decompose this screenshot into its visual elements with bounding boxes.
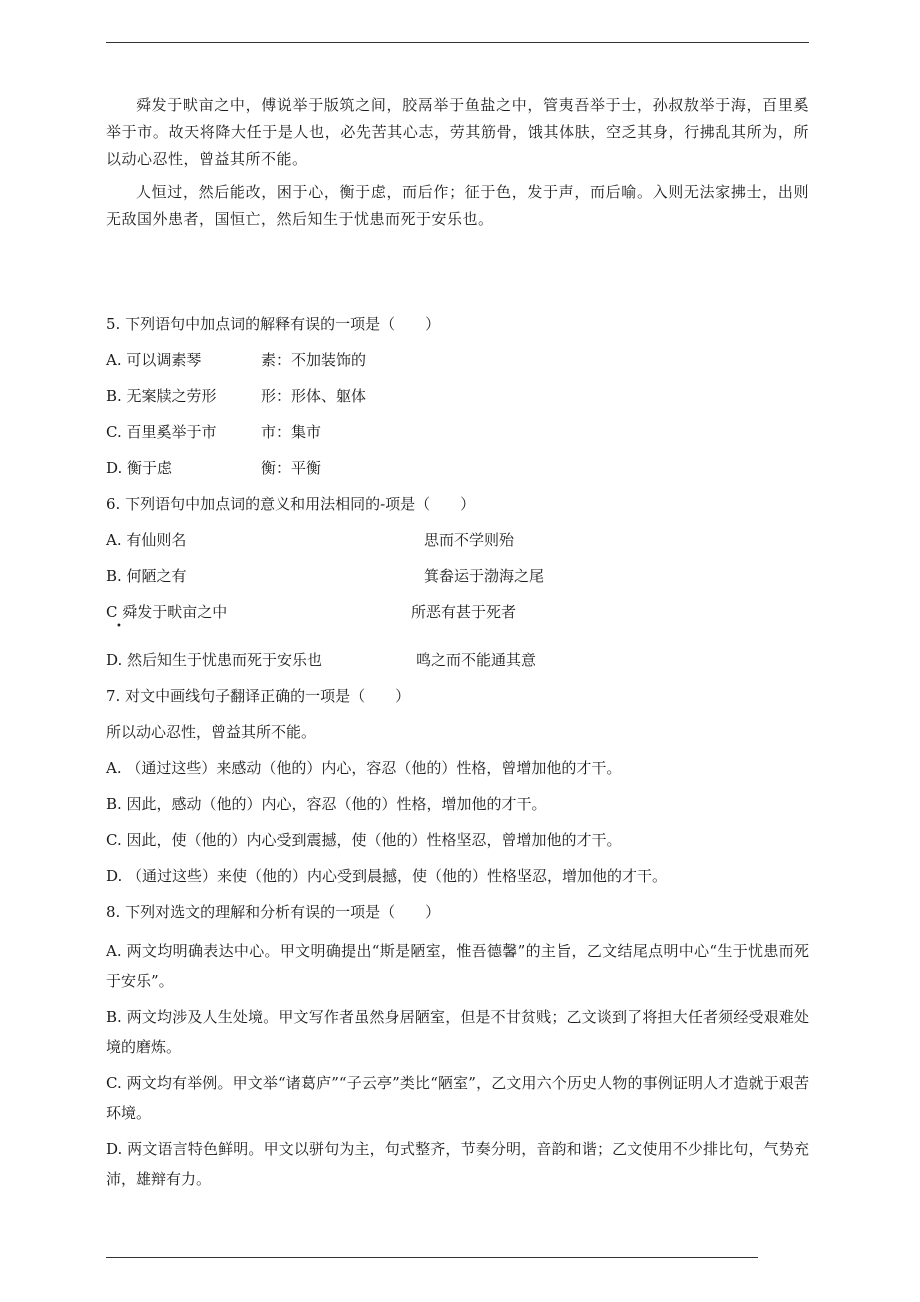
question-5-option-b	[106, 384, 809, 420]
question-6-option-c	[106, 600, 809, 648]
passage-paragraph-2: 人恒过，然后能改，困于心，衡于虑，而后作；征于色，发于声，而后喻。入则无法家拂士，出则无敌国外患者，国恒亡，然后知生于忧患而死于安乐也。	[106, 183, 809, 228]
option-compare: 箕畚运于渤海之尾	[424, 567, 545, 585]
footer-rule	[106, 1257, 758, 1258]
question-6-option-d	[106, 648, 809, 684]
emphasis-dot: •	[116, 621, 122, 632]
option-compare: 思而不学则殆	[424, 531, 515, 549]
option-text: C. 百里奚举于市	[106, 423, 217, 441]
question-7-option-d: D. （通过这些）来使（他的）内心受到晨撼，使（他的）性格坚忍，增加他的才干。	[106, 867, 668, 885]
question-8-option-a: A. 两文均明确表达中心。甲文明确提出“斯是陋室，惟吾德馨”的主旨，乙文结尾点明中心“生于忧患而死于安乐”。	[106, 942, 809, 990]
question-7-stem: 7. 对文中画线句子翻译正确的一项是（ ）	[106, 687, 411, 705]
question-7-option-b: B. 因此，感动（他的）内心，容忍（他的）性格，增加他的才干。	[106, 795, 547, 813]
option-text: D. 衡于虑	[106, 459, 173, 477]
question-5-stem: 5. 下列语句中加点词的解释有误的一项是（ ）	[106, 315, 441, 333]
question-6-option-b	[106, 564, 809, 600]
option-text: A. 有仙则名	[106, 531, 187, 549]
passage	[106, 92, 809, 233]
option-text: D. 然后知生于忧患而死于安乐也	[106, 651, 323, 669]
header-rule	[106, 42, 809, 43]
question-5-option-a	[106, 348, 809, 384]
question-6-option-a	[106, 528, 809, 564]
option-compare: 所恶有甚于死者	[411, 603, 517, 621]
option-text: C 舜发于畎亩之中	[106, 603, 228, 621]
option-gloss: 衡：平衡	[261, 459, 322, 477]
question-7-option-a: A. （通过这些）来感动（他的）内心，容忍（他的）性格，曾增加他的才干。	[106, 759, 622, 777]
option-text: A. 可以调素琴	[106, 351, 202, 369]
option-gloss: 市：集市	[261, 423, 322, 441]
question-7-sentence: 所以动心忍性，曾益其所不能。	[106, 723, 317, 741]
question-8-stem: 8. 下列对选文的理解和分析有误的一项是（ ）	[106, 903, 441, 921]
option-compare: 鸣之而不能通其意	[416, 651, 537, 669]
question-5-option-d	[106, 456, 809, 492]
question-8-option-d: D. 两文语言特色鲜明。甲文以骈句为主，句式整齐，节奏分明，音韵和谐；乙文使用不少排比句，气势充沛，雄辩有力。	[106, 1140, 809, 1188]
question-5-option-c	[106, 420, 809, 456]
question-list	[106, 312, 809, 1200]
question-7-option-c: C. 因此，使（他的）内心受到震撼，使（他的）性格坚忍，曾增加他的才干。	[106, 831, 622, 849]
option-gloss: 形：形体、躯体	[261, 387, 367, 405]
option-text: B. 无案牍之劳形	[106, 387, 217, 405]
passage-paragraph-1: 舜发于畎亩之中，傅说举于版筑之间，胶鬲举于鱼盐之中，管夷吾举于士，孙叔敖举于海，百里奚举于市。故天将降大任于是人也，必先苦其心志，劳其筋骨，饿其体肤，空乏其身，行拂乱其所为，所以动心忍性，曾益其所不能。	[106, 96, 809, 168]
question-8-option-c: C. 两文均有举例。甲文举“诸葛庐”“子云亭”类比“陋室”，乙文用六个历史人物的事例证明人才造就于艰苦环境。	[106, 1074, 809, 1122]
option-gloss: 素：不加装饰的	[261, 351, 367, 369]
option-text: B. 何陋之有	[106, 567, 187, 585]
question-6-stem: 6. 下列语句中加点词的意义和用法相同的-项是（ ）	[106, 495, 476, 513]
question-8-option-b: B. 两文均涉及人生处境。甲文写作者虽然身居陋室，但是不甘贫贱；乙文谈到了将担大任者须经受艰难处境的磨炼。	[106, 1008, 809, 1056]
